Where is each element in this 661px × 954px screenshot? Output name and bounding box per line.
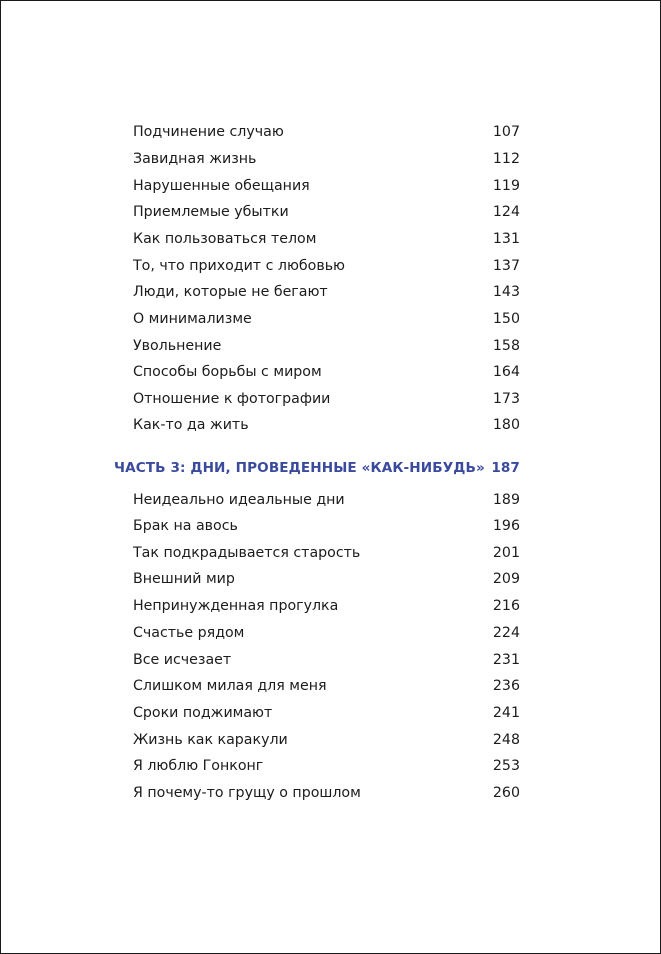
toc-entry-title: Внешний мир	[133, 571, 235, 587]
part-heading	[114, 458, 520, 478]
toc-entry	[133, 543, 520, 563]
toc-entry-page: 137	[492, 258, 520, 274]
toc-entry-title: Брак на авось	[133, 518, 238, 534]
toc-entry-page: 201	[492, 545, 520, 561]
toc-entry-title: Все исчезает	[133, 652, 232, 668]
toc-entry-page: 253	[492, 758, 520, 774]
toc-entry-page: 164	[492, 364, 520, 380]
toc-entry-title: Слишком милая для меня	[133, 678, 327, 694]
toc-entry	[133, 202, 520, 222]
toc-entry-title: Приемлемые убытки	[133, 204, 289, 220]
toc-entry-title: Я люблю Гонконг	[133, 758, 264, 774]
toc-entry-page: 143	[492, 284, 520, 300]
toc-entry	[133, 336, 520, 356]
toc-entry-page: 150	[492, 311, 520, 327]
toc-entry-page: 224	[492, 625, 520, 641]
toc-entry-title: Непринужденная прогулка	[133, 598, 339, 614]
toc-entry-page: 231	[492, 652, 520, 668]
toc-entry-page: 189	[492, 492, 520, 508]
toc-entry-title: Люди, которые не бегают	[133, 284, 328, 300]
toc-entry-page: 131	[492, 231, 520, 247]
toc-entry-title: Завидная жизнь	[133, 151, 257, 167]
toc-entry-page: 209	[492, 571, 520, 587]
toc-entry-page: 196	[492, 518, 520, 534]
toc-entry-title: То, что приходит с любовью	[133, 258, 346, 274]
toc-entry-page: 216	[492, 598, 520, 614]
toc-entry	[133, 703, 520, 723]
toc-entry	[133, 490, 520, 510]
toc-entry-title: Увольнение	[133, 338, 222, 354]
toc-entry-title: Я почему-то грущу о прошлом	[133, 785, 361, 801]
toc-entry	[133, 676, 520, 696]
toc-entry	[133, 229, 520, 249]
toc-entry-title: О минимализме	[133, 311, 252, 327]
toc-entry	[133, 783, 520, 803]
toc-entry	[133, 389, 520, 409]
toc-entry-page: 241	[492, 705, 520, 721]
toc-entry	[133, 415, 520, 435]
toc-entry-title: Неидеально идеальные дни	[133, 492, 345, 508]
toc-entry	[133, 756, 520, 776]
toc-entry	[133, 596, 520, 616]
toc-entry	[133, 730, 520, 750]
toc-entry-title: Способы борьбы с миром	[133, 364, 322, 380]
part-heading-title: ЧАСТЬ 3: ДНИ, ПРОВЕДЕННЫЕ «КАК-НИБУДЬ»	[114, 460, 485, 476]
toc-entry-page: 180	[492, 417, 520, 433]
toc-entry-title: Как пользоваться телом	[133, 231, 317, 247]
toc-entry-page: 260	[492, 785, 520, 801]
toc-entry-page: 248	[492, 732, 520, 748]
toc-entry-page: 112	[492, 151, 520, 167]
toc-entry	[133, 122, 520, 142]
toc-entry	[133, 256, 520, 276]
toc-entry-page: 107	[492, 124, 520, 140]
toc-entry	[133, 282, 520, 302]
toc-entry-title: Счастье рядом	[133, 625, 245, 641]
toc-entry-page: 173	[492, 391, 520, 407]
toc-entry	[133, 569, 520, 589]
toc-entry-title: Нарушенные обещания	[133, 178, 310, 194]
toc-entry-title: Подчинение случаю	[133, 124, 284, 140]
toc-entry-title: Так подкрадывается старость	[133, 545, 361, 561]
toc-entry-title: Отношение к фотографии	[133, 391, 331, 407]
toc-entry-page: 119	[492, 178, 520, 194]
toc-entry-page: 124	[492, 204, 520, 220]
toc-entry	[133, 176, 520, 196]
toc-entry-page: 236	[492, 678, 520, 694]
toc-entry	[133, 650, 520, 670]
toc-entry-page: 158	[492, 338, 520, 354]
toc-entry-title: Жизнь как каракули	[133, 732, 288, 748]
toc-entry	[133, 516, 520, 536]
toc-entry	[133, 309, 520, 329]
toc-entry	[133, 149, 520, 169]
toc-entry	[133, 362, 520, 382]
part-heading-page: 187	[491, 460, 520, 476]
toc-entry-title: Сроки поджимают	[133, 705, 273, 721]
toc-entry-title: Как-то да жить	[133, 417, 249, 433]
toc-entry	[133, 623, 520, 643]
